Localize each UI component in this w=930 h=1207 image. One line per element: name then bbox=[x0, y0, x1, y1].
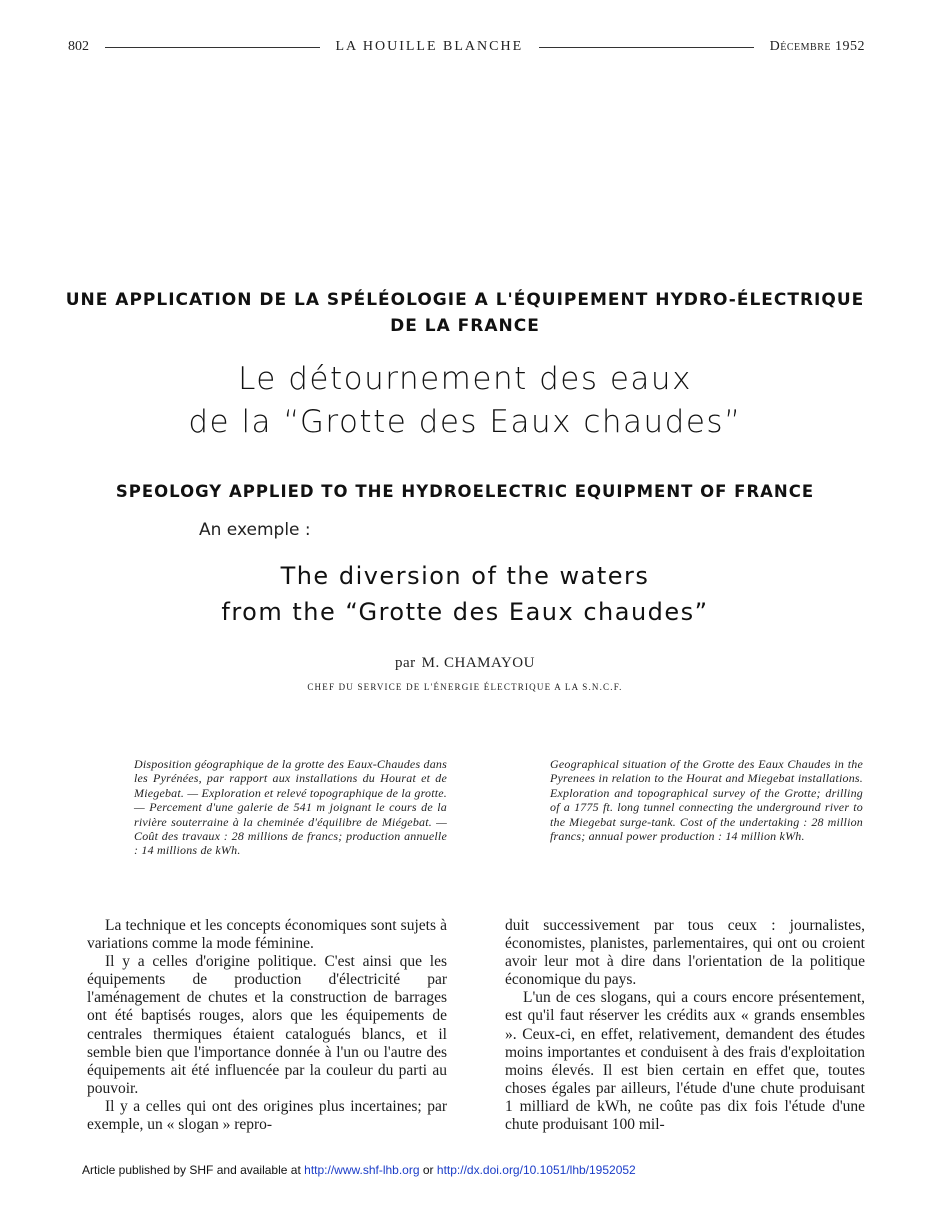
journal-name: LA HOUILLE BLANCHE bbox=[335, 39, 524, 54]
footer-middle: or bbox=[422, 1163, 434, 1177]
paragraph: La technique et les concepts économiques sont sujets à variations comme la mode féminine. bbox=[87, 917, 447, 953]
byline bbox=[0, 655, 930, 672]
paragraph: L'un de ces slogans, qui a cours encore présentement, est qu'il faut réserver les crédits aux « grands ensembles ». Ceux-ci, en effet, relativement, demandent des études moins importantes et conduisent à des frais d'exploitation moins élevés. Il est bien certain en effet que, toutes choses égales par ailleurs, l'étude d'une chute produisant 1 milliard de kWh, ne coûte pas dix fois l'étude d'une chute produisant 100 mil- bbox=[505, 989, 865, 1134]
author-name: M. CHAMAYOU bbox=[421, 655, 535, 671]
header-rule-left bbox=[105, 47, 320, 48]
byline-prefix: par bbox=[395, 655, 416, 671]
title-english-line-2: from the “Grotte des Eaux chaudes” bbox=[221, 598, 709, 626]
kicker-french-line-2: DE LA FRANCE bbox=[390, 316, 540, 336]
paragraph: Il y a celles d'origine politique. C'est ainsi que les équipements de production d'électricité par l'aménagement de chutes et la construction de barrages ont été baptisés rouges, alors que les équipements de centrales thermiques étaient catalogués blancs, et il semble bien que l'importance donnée à l'un ou l'autre des équipements ait été influencée par la couleur du parti au pouvoir. bbox=[87, 953, 447, 1097]
paragraph: duit successivement par tous ceux : journalistes, économistes, planistes, parlementaires, qui ont ou croient avoir leur mot à dire dans l'orientation de la politique économique du pays. bbox=[505, 917, 865, 989]
title-french-line-2: de la “Grotte des Eaux chaudes” bbox=[188, 404, 742, 440]
paragraph: Il y a celles qui ont des origines plus incertaines; par exemple, un « slogan » repro- bbox=[87, 1097, 447, 1134]
publication-footer bbox=[82, 1163, 636, 1177]
title-french bbox=[0, 358, 930, 444]
title-french-line-1: Le détournement des eaux bbox=[238, 361, 692, 397]
title-english bbox=[0, 558, 930, 630]
summary-english: Geographical situation of the Grotte des Eaux Chaudes in the Pyrenees in relation to the Hourat and Miegebat installations. Exploration and topographical survey of the Grotte; drilling of a 1775 ft. long tunnel connecting the underground river to the Miegebat surge-tank. Cost of the undertaking : 28 million francs; annual power production : 14 million kWh. bbox=[550, 757, 863, 844]
kicker-french bbox=[0, 287, 930, 339]
body-column-left bbox=[87, 917, 447, 1134]
issue-date: Décembre 1952 bbox=[769, 39, 865, 54]
kicker-french-line-1: UNE APPLICATION DE LA SPÉLÉOLOGIE A L'ÉQUIPEMENT HYDRO-ÉLECTRIQUE bbox=[65, 290, 865, 310]
body-column-right bbox=[505, 917, 865, 1134]
title-english-line-1: The diversion of the waters bbox=[280, 562, 650, 590]
subtitle-lead: An exemple : bbox=[199, 520, 311, 540]
header-rule-right bbox=[539, 47, 754, 48]
author-affiliation: CHEF DU SERVICE DE L'ÉNERGIE ÉLECTRIQUE A LA S.N.C.F. bbox=[307, 682, 623, 692]
shf-link[interactable]: http://www.shf-lhb.org bbox=[304, 1163, 420, 1177]
doi-link[interactable]: http://dx.doi.org/10.1051/lhb/1952052 bbox=[436, 1163, 636, 1177]
kicker-english: SPEOLOGY APPLIED TO THE HYDROELECTRIC EQUIPMENT OF FRANCE bbox=[115, 482, 815, 501]
page-number: 802 bbox=[68, 39, 89, 54]
summary-french: Disposition géographique de la grotte des Eaux-Chaudes dans les Pyrénées, par rapport aux installations du Hourat et de Miegebat. — Exploration et relevé topographique de la grotte. — Percement d'une galerie de 541 m joignant le cours de la rivière souterraine à la cheminée d'équilibre de Miégebat. — Coût des travaux : 28 millions de francs; production annuelle : 14 millions de kWh. bbox=[134, 757, 447, 858]
footer-prefix: Article published by SHF and available at bbox=[82, 1163, 301, 1177]
running-header bbox=[68, 36, 865, 58]
